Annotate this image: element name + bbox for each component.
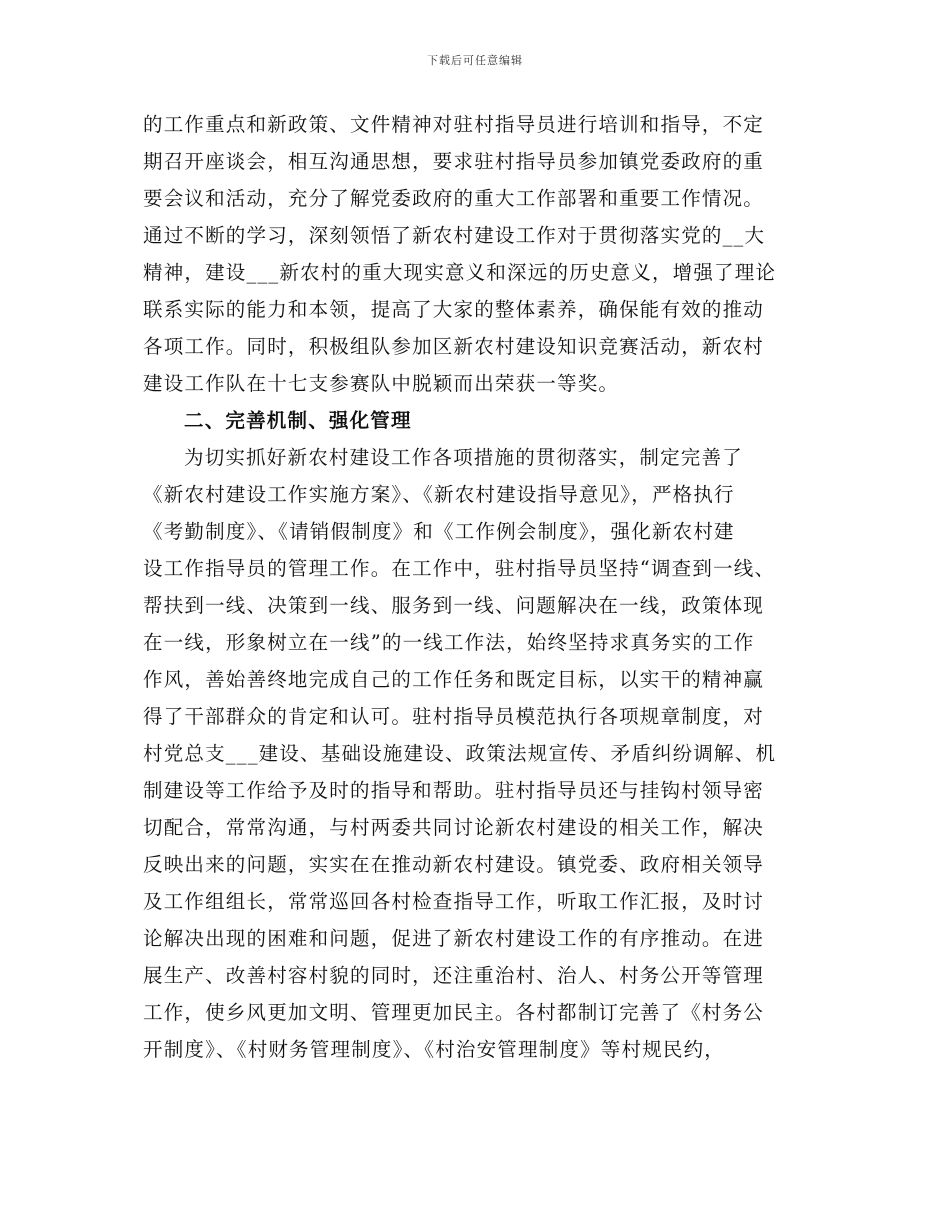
text-line: 的工作重点和新政策、文件精神对驻村指导员进行培训和指导，不定	[143, 113, 765, 136]
text-line: 得了干部群众的肯定和认可。驻村指导员模范执行各项规章制度，对	[143, 705, 765, 728]
text-line: 工作，使乡风更加文明、管理更加民主。各村都制订完善了《村务公	[143, 1001, 765, 1024]
text-line: 在一线，形象树立在一线”的一线工作法，始终坚持求真务实的工作	[143, 631, 755, 654]
text-line: 开制度》、《村财务管理制度》、《村治安管理制度》等村规民约，	[143, 1038, 726, 1061]
text-line: 期召开座谈会，相互沟通思想，要求驻村指导员参加镇党委政府的重	[143, 150, 765, 173]
text-line: 设工作指导员的管理工作。在工作中，驻村指导员坚持“调查到一线、	[143, 557, 776, 580]
text-line: 建设工作队在十七支参赛队中脱颖而出荣获一等奖。	[143, 372, 620, 395]
text-line: 联系实际的能力和本领，提高了大家的整体素养，确保能有效的推动	[143, 298, 765, 321]
text-line: 论解决出现的困难和问题，促进了新农村建设工作的有序推动。在进	[143, 927, 765, 950]
text-line: 各项工作。同时，积极组队参加区新农村建设知识竞赛活动，新农村	[143, 335, 765, 358]
text-line: 反映出来的问题，实实在在推动新农村建设。镇党委、政府相关领导	[143, 853, 765, 876]
text-line: 精神，建设___新农村的重大现实意义和深远的历史意义，增强了理论	[143, 261, 777, 284]
text-line: 及工作组组长，常常巡回各村检查指导工作，听取工作汇报，及时讨	[143, 890, 765, 913]
text-line: 《新农村建设工作实施方案》、《新农村建设指导意见》，严格执行	[143, 483, 735, 506]
text-line: 《考勤制度》、《请销假制度》和《工作例会制度》，强化新农村建	[143, 520, 735, 543]
text-line: 村党总支___建设、基础设施建设、政策法规宣传、矛盾纠纷调解、机	[143, 742, 777, 765]
text-line: 帮扶到一线、决策到一线、服务到一线、问题解决在一线，政策体现	[143, 594, 765, 617]
text-line: 为切实抓好新农村建设工作各项措施的贯彻落实，制定完善了	[184, 446, 743, 469]
page-header: 下载后可任意编辑	[427, 54, 523, 67]
text-line: 通过不断的学习，深刻领悟了新农村建设工作对于贯彻落实党的__大	[143, 224, 766, 247]
document-body	[143, 106, 809, 1068]
text-line: 作风，善始善终地完成自己的工作任务和既定目标，以实干的精神赢	[143, 668, 765, 691]
text-line: 制建设等工作给予及时的指导和帮助。驻村指导员还与挂钩村领导密	[143, 779, 765, 802]
text-line: 切配合，常常沟通，与村两委共同讨论新农村建设的相关工作，解决	[143, 816, 765, 839]
section-heading: 二、完善机制、强化管理	[184, 409, 412, 432]
text-line: 展生产、改善村容村貌的同时，还注重治村、治人、村务公开等管理	[143, 964, 765, 987]
text-line: 要会议和活动，充分了解党委政府的重大工作部署和重要工作情况。	[143, 187, 765, 210]
